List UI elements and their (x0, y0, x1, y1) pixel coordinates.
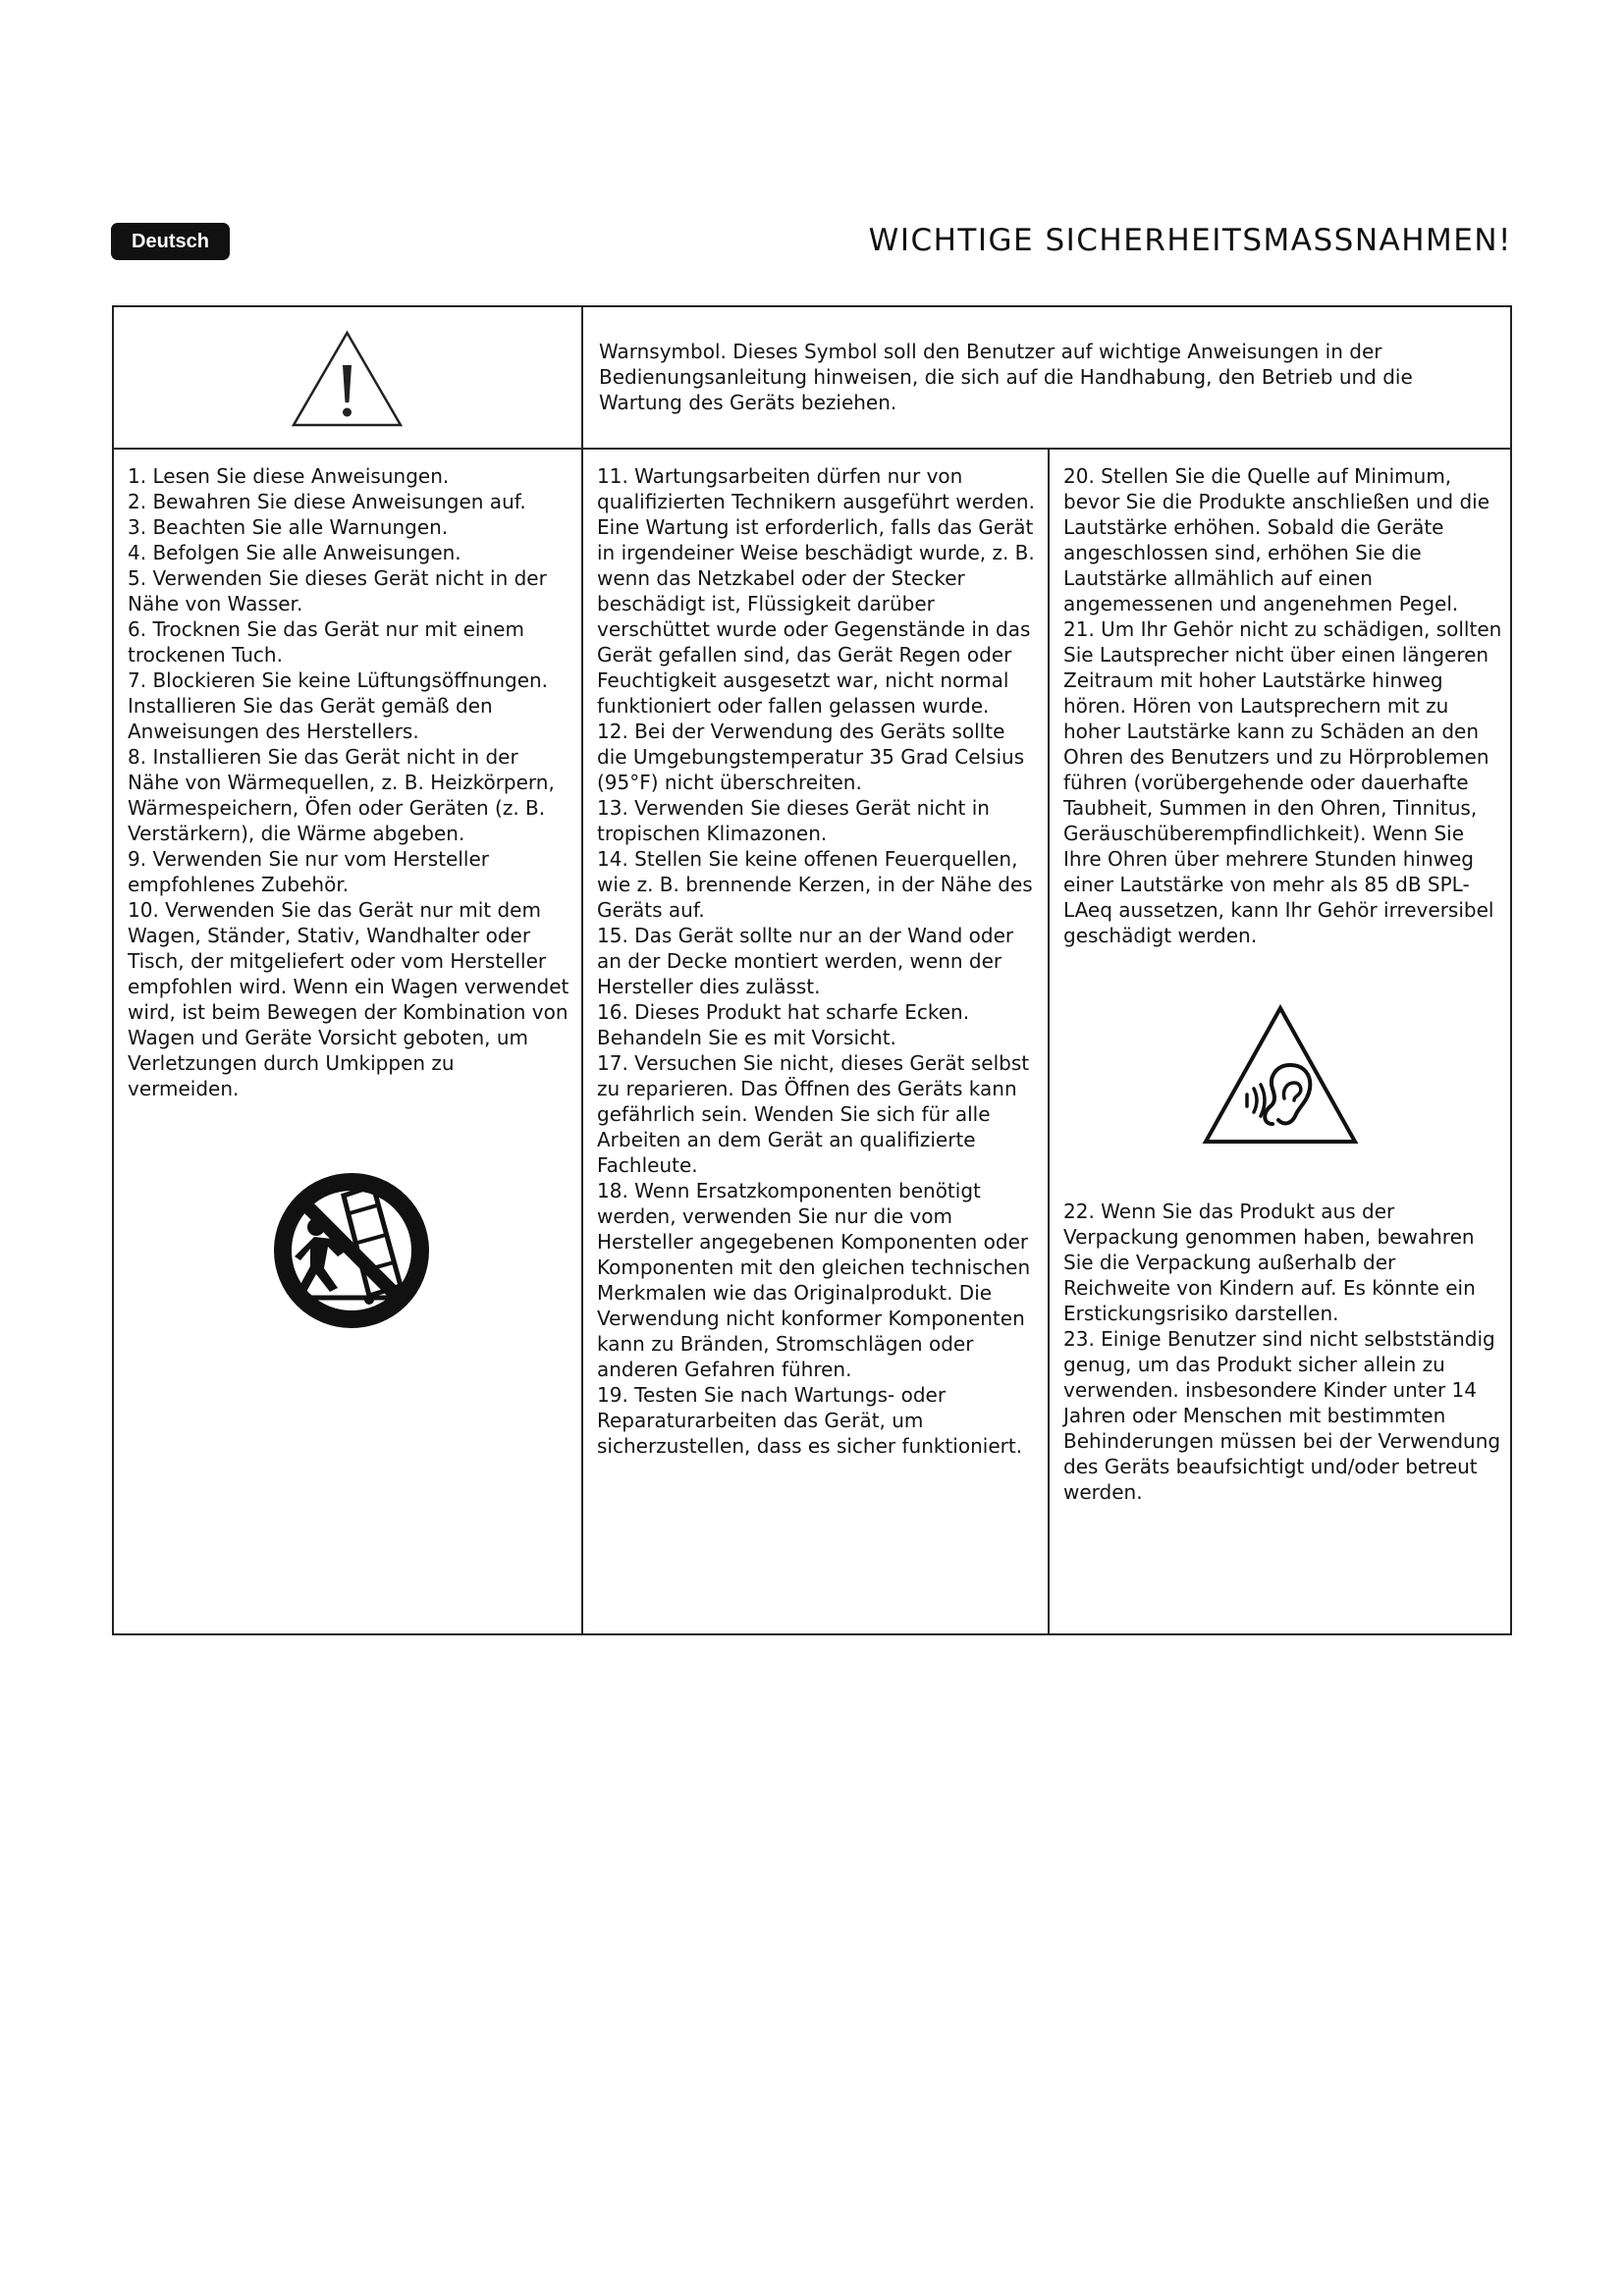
cart-tip-over-warning-icon (267, 1166, 436, 1335)
instruction-item: 10. Verwenden Sie das Gerät nur mit dem Wagen, Ständer, Stativ, Wandhalter oder Tisch, der mitgeliefert oder vom Hersteller empfohlen wird. Wenn ein Wagen verwendet wird, ist beim Bewegen der Kombination von Wagen und Geräte Vorsicht geboten, um Verletzungen durch Umkippen zu vermeiden. (128, 898, 569, 1100)
instruction-list-3-continued (1063, 1199, 1502, 1505)
language-badge: Deutsch (111, 223, 230, 260)
instruction-item: 6. Trocknen Sie das Gerät nur mit einem trockenen Tuch. (128, 617, 524, 667)
instruction-item: 14. Stellen Sie keine offenen Feuerquellen, wie z. B. brennende Kerzen, in der Nähe des Geräts auf. (597, 847, 1033, 922)
instruction-item: 11. Wartungsarbeiten dürfen nur von qualifizierten Technikern ausgeführt werden. Eine Wartung ist erforderlich, falls das Gerät in irgendeiner Weise beschädigt wurde, z. B. wenn das Netzkabel oder der Stecker beschädigt ist, Flüssigkeit darüber verschüttet wurde oder Gegenstände in das Gerät gefallen sind, das Gerät Regen oder Feuchtigkeit ausgesetzt war, nicht normal funktioniert oder fallen gelassen wurde. (597, 464, 1035, 718)
instruction-item: 3. Beachten Sie alle Warnungen. (128, 515, 449, 539)
instruction-list-3 (1063, 463, 1502, 948)
instruction-item: 20. Stellen Sie die Quelle auf Minimum, bevor Sie die Produkte anschließen und die Lautstärke erhöhen. Sobald die Geräte angeschlossen sind, erhöhen Sie die Lautstärke allmählich auf einen angemessenen und angenehmen Pegel. (1063, 464, 1490, 615)
instructions-column-1 (114, 450, 581, 1633)
instruction-item: 18. Wenn Ersatzkomponenten benötigt werden, verwenden Sie nur die vom Hersteller angegebenen Komponenten oder Komponenten mit den gleichen technischen Merkmalen wie das Originalprodukt. Die Verwendung nicht konformer Komponenten kann zu Bränden, Stromschlägen oder anderen Gefahren führen. (597, 1179, 1031, 1381)
instruction-item: 21. Um Ihr Gehör nicht zu schädigen, sollten Sie Lautsprecher nicht über einen längeren Zeitraum mit hoher Lautstärke hinweg hören. Hören von Lautsprechern mit zu hoher Lautstärke kann zu Schäden an den Ohren des Benutzers und zu Hörproblemen führen (vorübergehende oder dauerhafte Taubheit, Summen in den Ohren, Tinnitus, Geräuschüberempfindlichkeit). Wenn Sie Ihre Ohren über mehrere Stunden hinweg einer Lautstärke von mehr als 85 dB SPL-LAeq aussetzen, kann Ihr Gehör irreversibel geschädigt werden. (1063, 617, 1502, 947)
warning-symbol-description: Warnsymbol. Dieses Symbol soll den Benutzer auf wichtige Anweisungen in der Bedienungsanleitung hinweisen, die sich auf die Handhabung, den Betrieb und die Wartung des Geräts beziehen. (599, 340, 1413, 414)
instruction-item: 9. Verwenden Sie nur vom Hersteller empfohlenes Zubehör. (128, 847, 489, 896)
instruction-item: 12. Bei der Verwendung des Geräts sollte die Umgebungstemperatur 35 Grad Celsius (95°F) nicht überschreiten. (597, 720, 1025, 794)
instruction-item: 4. Befolgen Sie alle Anweisungen. (128, 541, 461, 564)
instructions-column-2 (583, 450, 1048, 1633)
instruction-item: 1. Lesen Sie diese Anweisungen. (128, 464, 450, 488)
instruction-item: 19. Testen Sie nach Wartungs- oder Reparaturarbeiten das Gerät, um sicherzustellen, dass es sicher funktioniert. (597, 1383, 1023, 1458)
page-title: WICHTIGE SICHERHEITSMASSNAHMEN! (868, 223, 1512, 258)
instruction-item: 7. Blockieren Sie keine Lüftungsöffnungen. Installieren Sie das Gerät gemäß den Anweisungen des Herstellers. (128, 668, 549, 743)
instructions-column-3 (1050, 450, 1512, 1633)
instruction-item: 2. Bewahren Sie diese Anweisungen auf. (128, 490, 526, 513)
instruction-item: 17. Versuchen Sie nicht, dieses Gerät selbst zu reparieren. Das Öffnen des Geräts kann gefährlich sein. Wenden Sie sich für alle Arbeiten an dem Gerät an qualifizierte Fachleute. (597, 1051, 1030, 1177)
instruction-item: 13. Verwenden Sie dieses Gerät nicht in tropischen Klimazonen. (597, 796, 990, 845)
warning-triangle-icon (291, 330, 404, 428)
instruction-item: 15. Das Gerät sollte nur an der Wand oder an der Decke montiert werden, wenn der Hersteller dies zulässt. (597, 924, 1014, 998)
instruction-list-1 (128, 463, 571, 1101)
safety-instructions-table (112, 305, 1512, 1635)
warning-symbol-cell (114, 307, 581, 448)
hearing-damage-warning-icon (1202, 1004, 1359, 1147)
instruction-item: 23. Einige Benutzer sind nicht selbstständig genug, um das Produkt sicher allein zu verwenden. insbesondere Kinder unter 14 Jahren oder Menschen mit bestimmten Behinderungen müssen bei der Verwendung des Geräts beaufsichtigt und/oder betreut werden. (1063, 1327, 1501, 1504)
instruction-item: 22. Wenn Sie das Produkt aus der Verpackung genommen haben, bewahren Sie die Verpackung außerhalb der Reichweite von Kindern auf. Es könnte ein Erstickungsrisiko darstellen. (1063, 1200, 1476, 1325)
instruction-item: 16. Dieses Produkt hat scharfe Ecken. Behandeln Sie es mit Vorsicht. (597, 1000, 970, 1049)
instruction-item: 8. Installieren Sie das Gerät nicht in der Nähe von Wärmequellen, z. B. Heizkörpern, Wärmespeichern, Öfen oder Geräten (z. B. Verstärkern), die Wärme abgeben. (128, 745, 555, 845)
instruction-item: 5. Verwenden Sie dieses Gerät nicht in der Nähe von Wasser. (128, 566, 547, 615)
instruction-list-2 (597, 463, 1038, 1459)
